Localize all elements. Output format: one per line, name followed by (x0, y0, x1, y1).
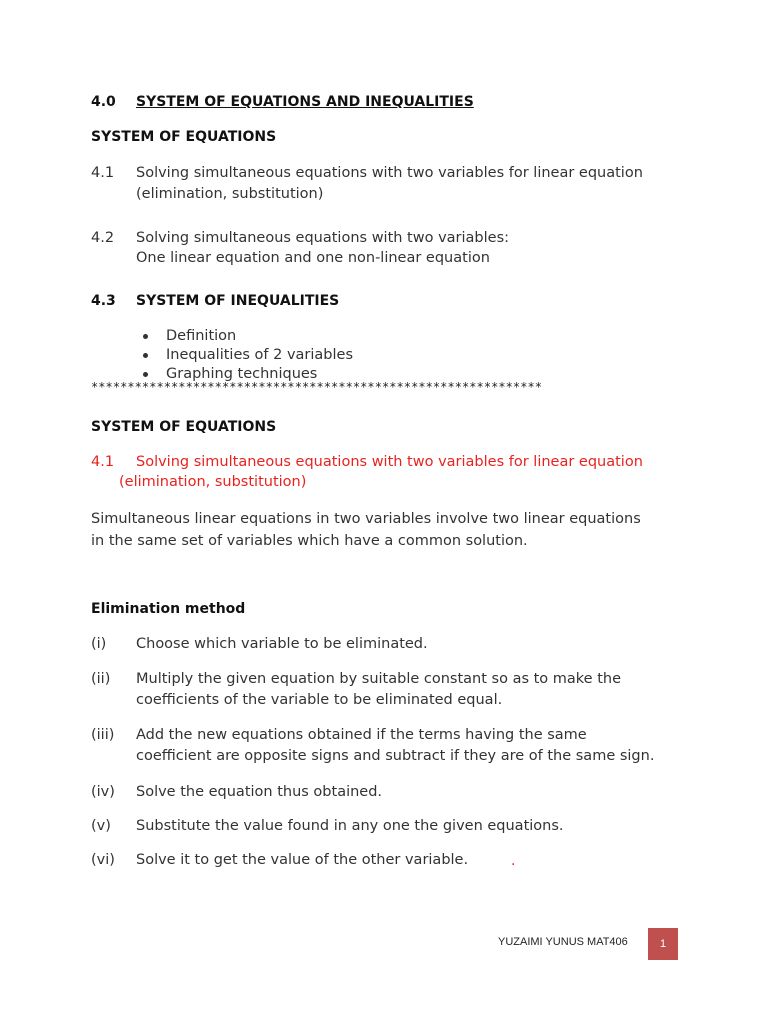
method-heading: Elimination method (91, 601, 246, 617)
outline-item-line2: (elimination, substitution) (136, 186, 324, 202)
inequalities-bullet-list (143, 327, 353, 384)
list-item: Graphing techniques (143, 365, 353, 384)
bullet-icon (143, 353, 148, 358)
document-title (91, 94, 474, 110)
intro-line2: in the same set of variables which have a common solution. (91, 533, 528, 549)
content-section-heading: SYSTEM OF EQUATIONS (91, 419, 277, 435)
bullet-icon (143, 372, 148, 377)
footer-author: YUZAIMI YUNUS MAT406 (498, 936, 628, 948)
outline-section-heading: SYSTEM OF EQUATIONS (91, 129, 277, 145)
outline-item-line1: Solving simultaneous equations with two variables: (136, 230, 510, 246)
subsection-text: SYSTEM OF INEQUALITIES (136, 293, 340, 309)
outline-item-number: 4.2 (91, 230, 115, 246)
intro-line1: Simultaneous linear equations in two variables involve two linear equations (91, 511, 641, 527)
outline-item-line1: Solving simultaneous equations with two variables for linear equation (136, 165, 643, 181)
page-number-badge: 1 (648, 928, 678, 960)
subsection-number: 4.3 (91, 293, 116, 309)
stray-red-mark: . (511, 853, 516, 869)
topic-number: 4.1 (91, 454, 115, 470)
outline-item-line2: One linear equation and one non-linear equation (136, 250, 490, 266)
topic-line1: Solving simultaneous equations with two variables for linear equation (136, 454, 643, 470)
title-number: 4.0 (91, 94, 116, 110)
title-text: SYSTEM OF EQUATIONS AND INEQUALITIES (136, 94, 474, 110)
document-page: 4.0 SYSTEM OF EQUATIONS AND INEQUALITIES SYSTEM OF EQUATIONS 4.1 Solving simultaneous equations with two variables for linear equation (elimination, substitution) 4.2 Solving simultaneous equations with two variables: One linear equation and one non-linear equation 4.3 SYSTEM OF INEQUALITIES Definition Inequalities of 2 variables Graphing techniques ************************************************************** SYSTEM OF EQUATIONS 4.1 Solving simultaneous equations with two variables for linear equation (elimination, substitution) Simultaneous linear equations in two variables involve two linear equations in the same set of variables which have a common solution. Elimination method (i) Choose which variable to be eliminated. (ii) Multiply the given equation by suitable constant so as to make the coefficients of the variable to be eliminated equal. (iii) Add the new equations obtained if the terms having the same coefficient are opposite signs and subtract if they are of the same sign. (iv) Solve the equation thus obtained. (v) Substitute the value found in any one the given equations. (vi) Solve it to get the value of the other variable. . YUZAIMI YUNUS MAT406 1 (0, 0, 768, 1024)
outline-subsection-heading (91, 293, 339, 309)
outline-item-number: 4.1 (91, 165, 115, 181)
list-item: Inequalities of 2 variables (143, 346, 353, 365)
bullet-icon (143, 334, 148, 339)
topic-line2: (elimination, substitution) (119, 474, 307, 490)
list-item: Definition (143, 327, 353, 346)
asterisk-separator: ************************************************************** (91, 380, 543, 394)
